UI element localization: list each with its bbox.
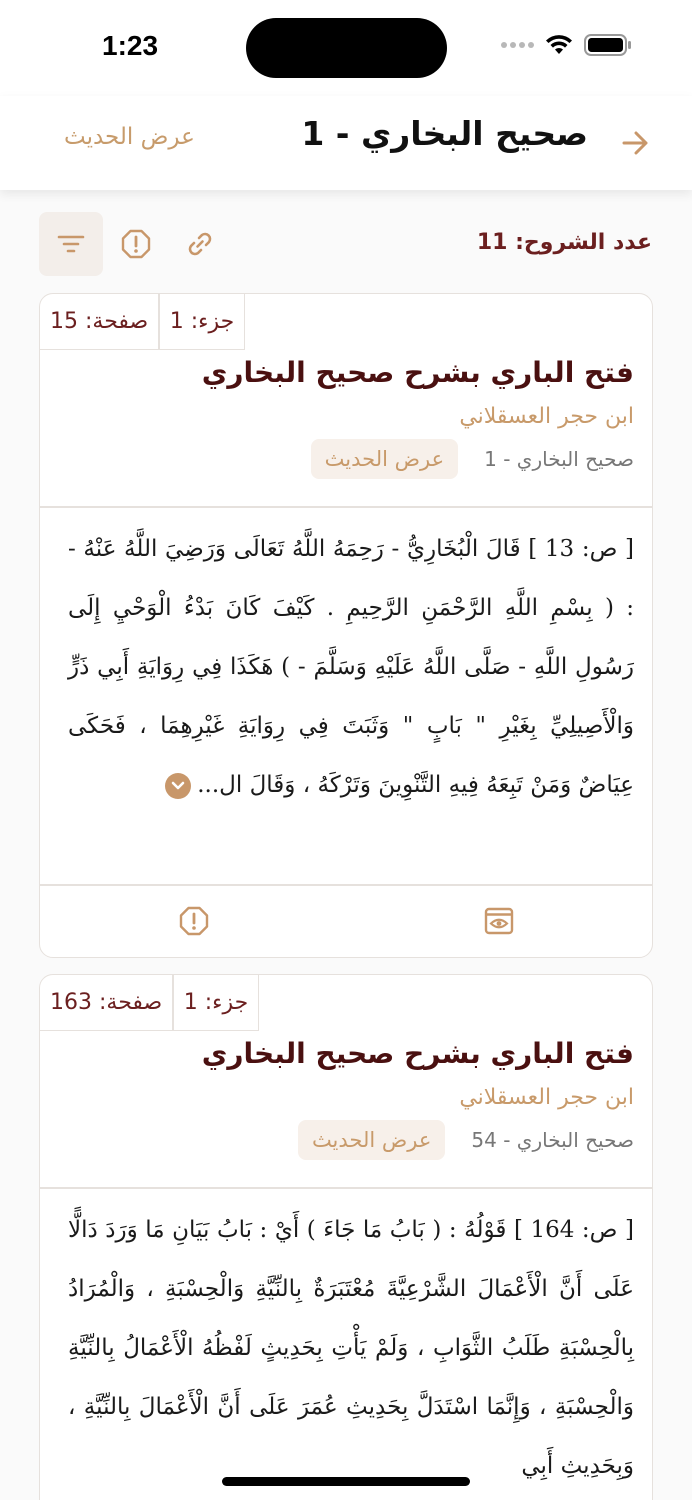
- filter-icon: [56, 232, 86, 256]
- toolbar: [0, 212, 692, 276]
- page-label: صفحة: 163: [50, 990, 163, 1015]
- book-title: فتح الباري بشرح صحيح البخاري: [201, 1037, 634, 1070]
- hadith-reference: صحيح البخاري - 54: [471, 1128, 634, 1152]
- dynamic-island: [246, 18, 447, 78]
- commentary-card[interactable]: [39, 974, 653, 1500]
- filter-button[interactable]: [39, 212, 103, 276]
- card-actions: [40, 886, 652, 956]
- commentary-text: [ ص: 164 ] قَوْلُهُ : ( بَابُ مَا جَاءَ ) أَيْ : بَابُ بَيَانِ مَا وَرَدَ دَالًّا عَلَى أَنَّ الْأَعْمَالَ الشَّرْعِيَّةَ مُعْتَبَرَةٌ بِالنِّيَّةِ وَالْحِسْبَةِ ، وَالْمُرَادُ بِالْحِسْبَةِ طَلَبُ الثَّوَابِ ، وَلَمْ يَأْتِ بِحَدِيثٍ لَفْظُهُ الْأَعْمَالُ بِالنِّيَّةِ وَالْحِسْبَةِ ، وَإِنَّمَا اسْتَدَلَّ بِحَدِيثِ عُمَرَ عَلَى أَنَّ الْأَعْمَالَ بِالنِّيَّةِ ، وَبِحَدِيثِ أَبِي: [68, 1217, 634, 1479]
- volume-page-box: [40, 294, 245, 350]
- status-bar: [0, 0, 692, 96]
- volume-page-box: [40, 975, 259, 1031]
- hadith-ref-row: [298, 1120, 634, 1160]
- meta-separator: [158, 294, 160, 349]
- wifi-icon: [544, 34, 574, 56]
- author-name[interactable]: ابن حجر العسقلاني: [459, 404, 634, 429]
- page-title: صحيح البخاري - 1: [301, 114, 588, 153]
- preview-card-button[interactable]: [482, 904, 516, 938]
- alert-octagon-icon: [178, 905, 210, 937]
- signal-icon: [501, 42, 534, 48]
- commentary-count: عدد الشروح: 11: [476, 230, 652, 255]
- home-indicator[interactable]: [222, 1477, 470, 1486]
- volume-label: جزء: 1: [169, 309, 235, 334]
- navigation-header: [0, 96, 692, 190]
- expand-text-button[interactable]: [165, 773, 191, 799]
- view-hadith-pill[interactable]: عرض الحديث: [311, 439, 458, 479]
- page-label: صفحة: 15: [50, 309, 149, 334]
- commentary-card[interactable]: [39, 293, 653, 958]
- card-divider: [40, 1187, 652, 1189]
- author-name[interactable]: ابن حجر العسقلاني: [459, 1085, 634, 1110]
- report-card-button[interactable]: [177, 904, 211, 938]
- alert-octagon-icon: [120, 228, 152, 260]
- hadith-ref-row: [311, 439, 634, 479]
- battery-icon: [584, 34, 632, 56]
- eye-preview-icon: [483, 905, 515, 937]
- view-hadith-pill[interactable]: عرض الحديث: [298, 1120, 445, 1160]
- chevron-down-icon: [171, 781, 185, 791]
- commentary-text: [68, 520, 634, 815]
- link-icon: [184, 228, 216, 260]
- view-hadith-button[interactable]: عرض الحديث: [64, 124, 195, 150]
- meta-separator: [172, 975, 174, 1030]
- book-title: فتح الباري بشرح صحيح البخاري: [201, 356, 634, 389]
- status-icons: [501, 34, 632, 56]
- share-link-button[interactable]: [168, 212, 232, 276]
- card-divider: [40, 506, 652, 508]
- status-time: 1:23: [102, 30, 159, 61]
- hadith-reference: صحيح البخاري - 1: [484, 447, 634, 471]
- back-arrow-icon[interactable]: [618, 126, 652, 160]
- commentary-text-content: [ ص: 13 ] قَالَ الْبُخَارِيُّ - رَحِمَهُ اللَّهُ تَعَالَى وَرَضِيَ اللَّهُ عَنْهُ - : ( بِسْمِ اللَّهِ الرَّحْمَنِ الرَّحِيمِ . كَيْفَ كَانَ بَدْءُ الْوَحْيِ إِلَى رَسُولِ اللَّهِ - صَلَّى اللَّهُ عَلَيْهِ وَسَلَّمَ - ) هَكَذَا فِي رِوَايَةِ أَبِي ذَرٍّ وَالْأَصِيلِيِّ بِغَيْرِ " بَابٍ " وَثَبَتَ فِي رِوَايَةِ غَيْرِهِمَا ، فَحَكَى عِيَاضٌ وَمَنْ تَبِعَهُ فِيهِ التَّنْوِينَ وَتَرْكَهُ ، وَقَالَ ال...: [68, 536, 634, 798]
- report-button[interactable]: [104, 212, 168, 276]
- volume-label: جزء: 1: [183, 990, 249, 1015]
